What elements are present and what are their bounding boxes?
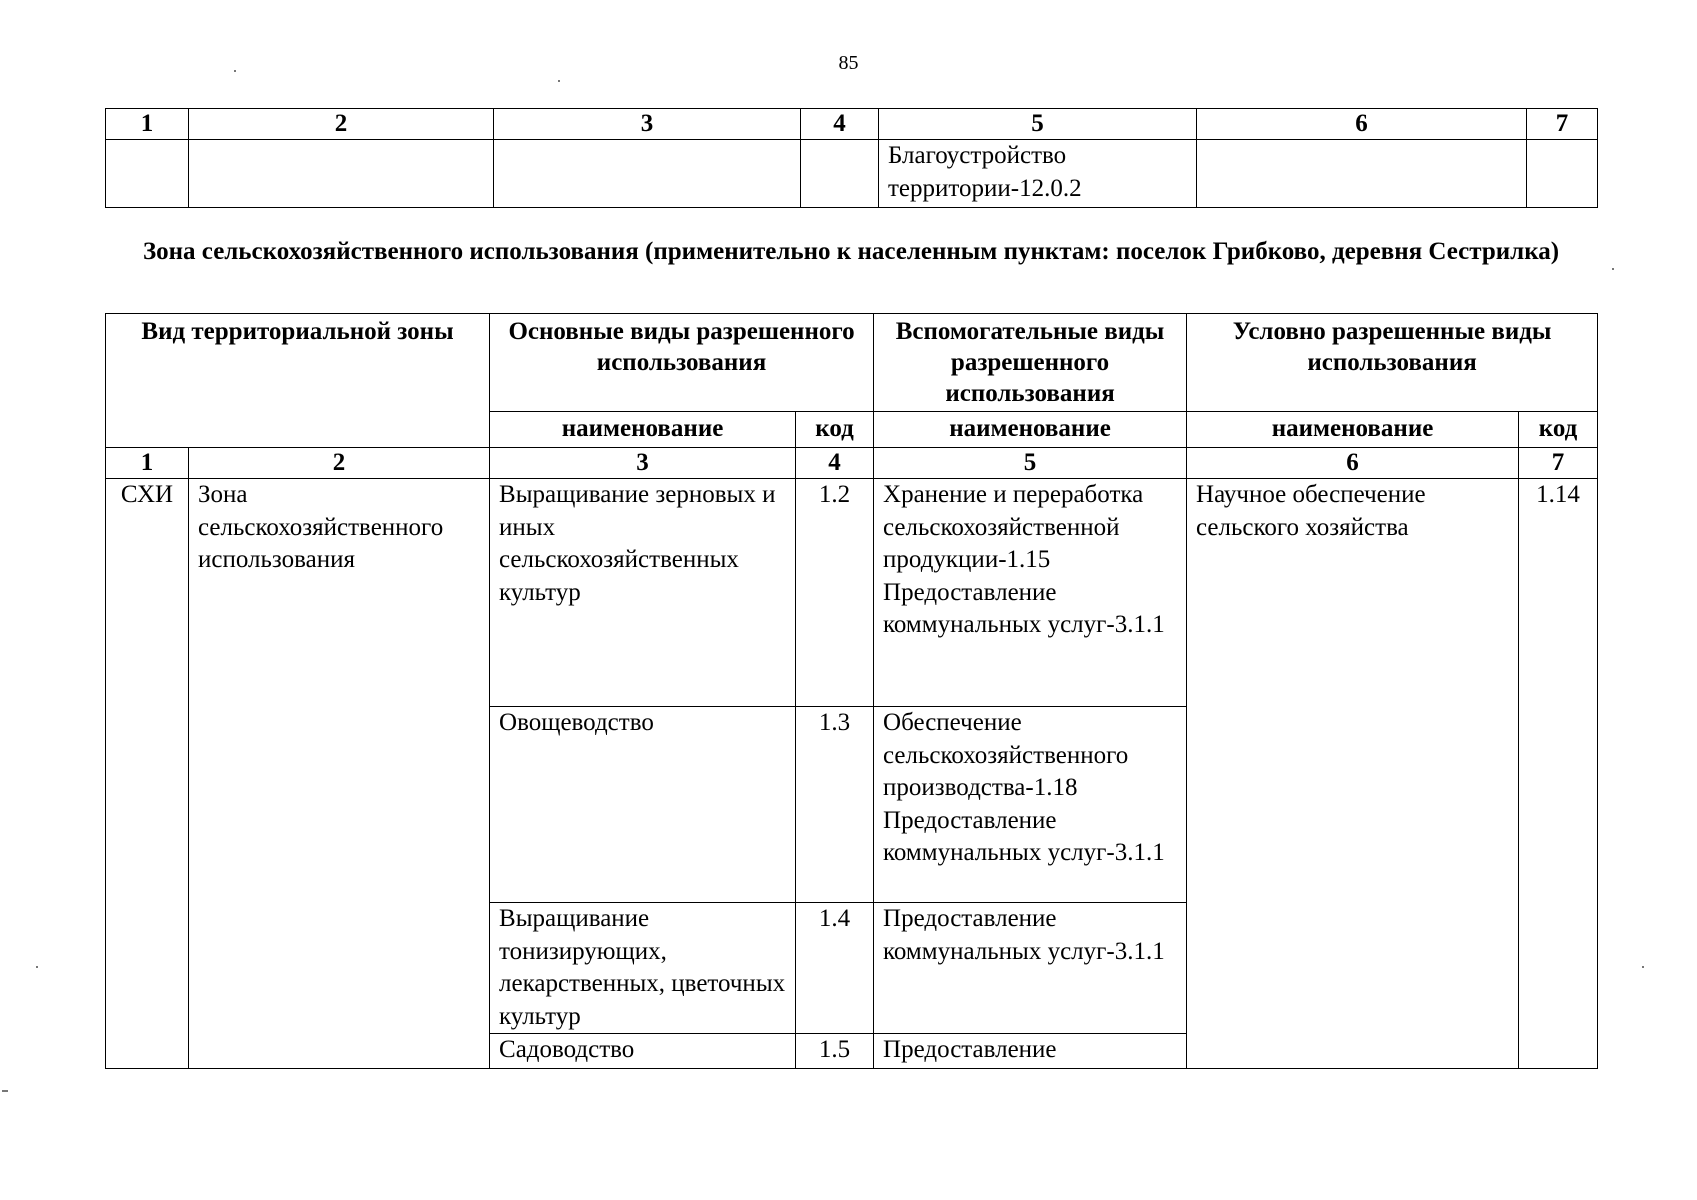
subheader-name: наименование: [874, 412, 1187, 448]
column-number: 3: [494, 109, 801, 140]
column-number: 2: [189, 448, 490, 479]
column-number: 4: [801, 109, 879, 140]
zone-name-cell: Зона сельскохозяйственного использования: [189, 479, 490, 1069]
main-use-name: Выращивание зерновых и иных сельскохозяйственных культур: [490, 479, 796, 707]
column-number: 5: [879, 109, 1197, 140]
column-number: 4: [796, 448, 874, 479]
auxiliary-use-cell: Хранение и переработка сельскохозяйственной продукции-1.15 Предоставление коммунальных услуг-3.1.1: [874, 479, 1187, 707]
main-use-code: 1.5: [796, 1034, 874, 1069]
column-number-row: [106, 448, 1598, 479]
subheader-code: код: [1519, 412, 1598, 448]
scan-speck: [36, 966, 38, 968]
table-row: [106, 140, 1598, 208]
zone-code-cell: СХИ: [106, 479, 189, 1069]
scan-speck: [1642, 966, 1644, 968]
scan-speck: [234, 70, 236, 72]
scan-speck: [2, 1090, 8, 1092]
auxiliary-use-cell: Предоставление: [874, 1034, 1187, 1069]
main-use-code: 1.3: [796, 707, 874, 903]
subheader-name: наименование: [1187, 412, 1519, 448]
main-use-code: 1.4: [796, 903, 874, 1034]
continuation-table: [105, 108, 1598, 208]
table-cell: [189, 140, 494, 208]
table-row: [106, 479, 1598, 707]
zone-table: [105, 313, 1598, 1069]
table-cell: [1527, 140, 1598, 208]
header-auxiliary-uses: Вспомогательные виды разрешенного использования: [874, 314, 1187, 412]
column-number-row: [106, 109, 1598, 140]
auxiliary-use-cell: Благоустройство территории-12.0.2: [879, 140, 1197, 208]
column-number: 2: [189, 109, 494, 140]
column-number: 6: [1197, 109, 1527, 140]
subheader-code: код: [796, 412, 874, 448]
table-cell: [494, 140, 801, 208]
auxiliary-use-cell: Обеспечение сельскохозяйственного производства-1.18 Предоставление коммунальных услуг-3.1.1: [874, 707, 1187, 903]
column-number: 1: [106, 109, 189, 140]
subheader-name: наименование: [490, 412, 796, 448]
header-row: [106, 314, 1598, 412]
auxiliary-use-cell: Предоставление коммунальных услуг-3.1.1: [874, 903, 1187, 1034]
column-number: 7: [1519, 448, 1598, 479]
main-use-code: 1.2: [796, 479, 874, 707]
scan-speck: [1612, 268, 1614, 270]
main-use-name: Садоводство: [490, 1034, 796, 1069]
header-zone-type: Вид территориальной зоны: [106, 314, 490, 448]
scan-speck: [558, 80, 560, 82]
conditional-use-code: 1.14: [1519, 479, 1598, 1069]
zone-section-title: Зона сельскохозяйственного использования (применительно к населенным пунктам: поселок Грибково, деревня Сестрилка): [142, 238, 1560, 265]
main-use-name: Овощеводство: [490, 707, 796, 903]
table-cell: [1197, 140, 1527, 208]
table-cell: [801, 140, 879, 208]
column-number: 6: [1187, 448, 1519, 479]
header-main-uses: Основные виды разрешенного использования: [490, 314, 874, 412]
column-number: 7: [1527, 109, 1598, 140]
column-number: 5: [874, 448, 1187, 479]
column-number: 1: [106, 448, 189, 479]
table-cell: [106, 140, 189, 208]
page-number: 85: [838, 52, 859, 74]
column-number: 3: [490, 448, 796, 479]
header-conditional-uses: Условно разрешенные виды использования: [1187, 314, 1598, 412]
conditional-use-name: Научное обеспечение сельского хозяйства: [1187, 479, 1519, 1069]
main-use-name: Выращивание тонизирующих, лекарственных, цветочных культур: [490, 903, 796, 1034]
